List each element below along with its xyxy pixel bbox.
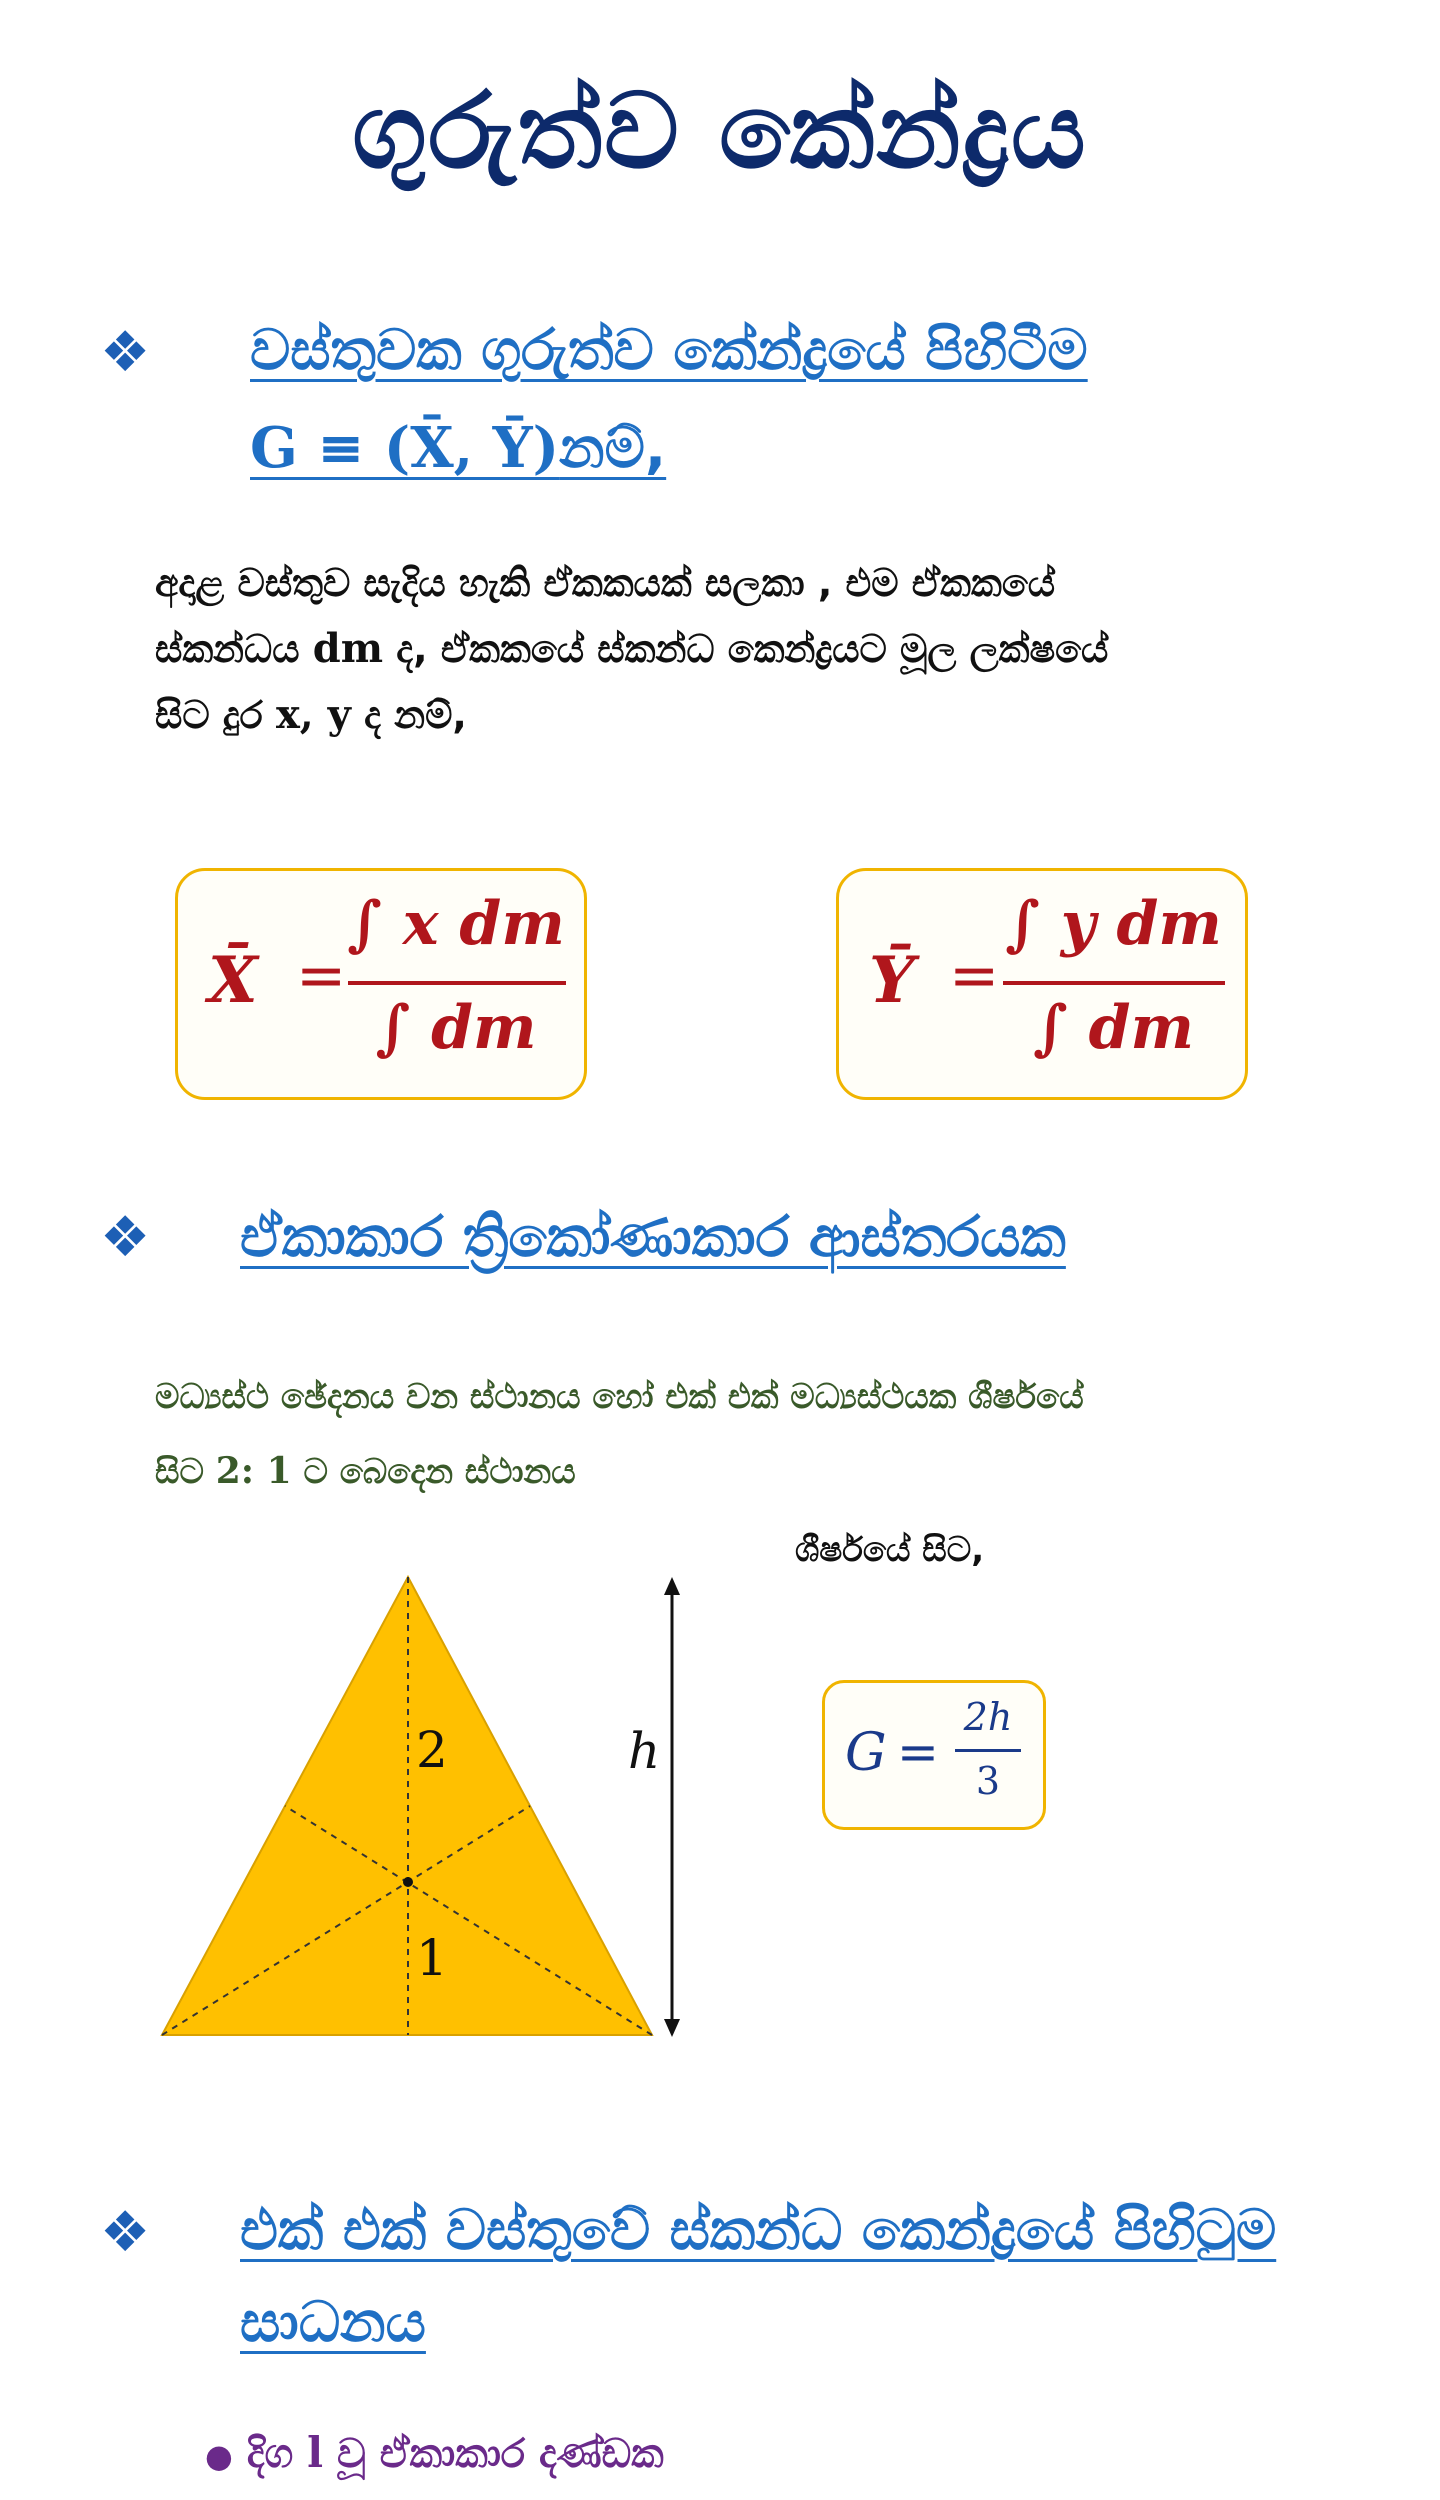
ratio-text: 2: 1 (215, 1450, 292, 1492)
formula-y-lhs: Ȳ (869, 943, 915, 1018)
formula-g-lhs: G (845, 1723, 887, 1783)
formula-x-numerator: ∫ x dm (347, 889, 565, 959)
segment-label-2: 2 (416, 1721, 448, 1779)
section2-line-2: සිට 2: 1 ට බෙදෙන ස්ථානය (155, 1450, 576, 1492)
section1-heading-line1: වස්තුවක ගුරුත්ව කේන්ද්‍රයේ පිහිටීම (250, 318, 1088, 383)
height-label: h (628, 1722, 661, 1780)
formula-g-eq: = (897, 1723, 939, 1781)
segment-label-1: 1 (416, 1929, 448, 1987)
diamond-cluster-icon: ❖ (100, 1205, 151, 1270)
height-arrow-top (664, 1577, 680, 1595)
section2-line-1: මධ්‍යස්ථ ඡේදනය වන ස්ථානය හෝ එක් එක් මධ්‍යස්ථයක ශීර්ෂයේ (155, 1377, 1084, 1417)
dm-symbol: dm (312, 625, 384, 672)
formula-box-x (175, 868, 587, 1100)
para-line-3: සිට දුර x, y ද නම්, (155, 691, 467, 738)
para-line-2: ස්කන්ධය dm ද, ඒකකයේ ස්කන්ධ කෙන්ද්‍රයට මූල ලක්ෂයේ (155, 625, 1109, 672)
section3-heading-line2: සාධනය (240, 2290, 426, 2355)
bullet-dot-icon: ● (205, 2437, 233, 2475)
section2-description (155, 1360, 1355, 1509)
formula-y-fraction-bar (1003, 981, 1225, 985)
formula-x-eq: = (296, 941, 347, 1011)
section3-heading-line1: එක් එක් වස්තුවේ ස්කන්ධ කෙන්ද්‍රයේ පිහිටුම (240, 2198, 1277, 2263)
section2-heading: ඒකාකාර ත්‍රිකෝණාකාර ආස්තරයක (240, 1205, 1066, 1270)
section1-heading-expr: G ≡ (X̄, Ȳ) (250, 415, 560, 481)
formula-y-numerator: ∫ y dm (1005, 889, 1222, 959)
from-vertex-label: ශීර්ෂයේ සිට, (795, 1530, 985, 1570)
formula-x-fraction-bar (348, 981, 566, 985)
triangle-diagram (140, 1555, 700, 2055)
formula-g-numerator: 2h (963, 1695, 1013, 1739)
formula-box-g (822, 1680, 1046, 1830)
bullet-item: ● දිග l වූ ඒකාකාර දණ්ඩක (205, 2428, 664, 2477)
page-title: ගුරුත්ව කේන්ද්‍රය (352, 70, 1088, 192)
section1-paragraph (155, 550, 1355, 748)
formula-g-fraction-bar (955, 1749, 1021, 1752)
formula-x-lhs: X̄ (208, 943, 258, 1018)
height-arrow-bottom (664, 2019, 680, 2037)
formula-box-y (836, 868, 1248, 1100)
centroid-point (403, 1877, 413, 1887)
diamond-cluster-icon: ❖ (100, 2200, 151, 2265)
formula-y-eq: = (949, 941, 1000, 1011)
length-symbol: l (307, 2428, 324, 2477)
section1-heading (250, 318, 1088, 384)
xy-symbol: x, y (275, 691, 351, 738)
section1-heading-expr-line (250, 415, 666, 482)
section1-heading-suffix: නම්, (559, 416, 667, 481)
diamond-cluster-icon: ❖ (100, 320, 151, 385)
formula-y-denominator: ∫ dm (1032, 993, 1195, 1063)
formula-g-denominator: 3 (975, 1759, 1001, 1803)
formula-x-denominator: ∫ dm (375, 993, 537, 1063)
para-line-1: අදාළ වස්තුව සැදිය හැකි ඒකකයක් සලකා , එම ඒකකයේ (155, 561, 1056, 605)
